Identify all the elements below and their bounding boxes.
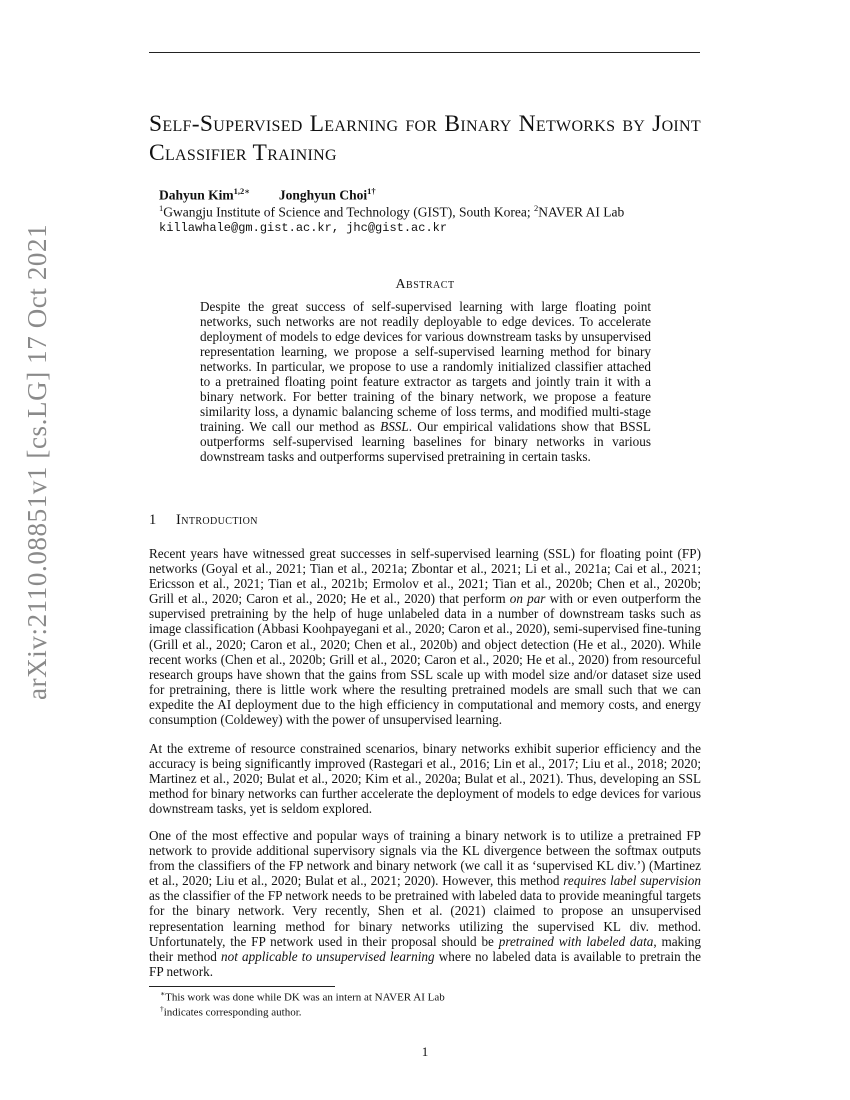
paragraph-text: , making their method — [149, 933, 701, 964]
method-name: BSSL — [380, 419, 409, 434]
footnote-mark: ∗ — [160, 989, 166, 998]
paper-title: Self-Supervised Learning for Binary Networks by Joint Classifier Training — [149, 111, 701, 166]
page-number: 1 — [421, 1044, 429, 1059]
author-emails[interactable]: killawhale@gm.gist.ac.kr, jhc@gist.ac.kr — [159, 221, 448, 235]
author-name: Jonghyun Choi — [278, 187, 368, 203]
emphasis: requires label supervision — [563, 873, 701, 889]
footnote-rule — [149, 986, 335, 987]
footnote-mark: † — [160, 1004, 164, 1013]
paragraph-text: with or even outperform the supervised pretraining by the help of huge unlabeled data in a number of downstream tasks such as image classification (Abbasi Koohpayegani et al., 2020; Caron et al., 2020), semi-supervised fine-tuning (Grill et al., 2020; Caron et al., 2020; Chen et al., 2020b) and object detection (He et al., 2020). While recent works (Chen et al., 2020b; Grill et al., 2020; Caron et al., 2020; He et al., 2020) from resourceful research groups have shown that the gains from SSL scale up with model size and/or dataset size used for pretraining, there is little work where the resulting pretrained models are small such that we can expedite the AI deployment due to the high efficiency in computational and memory costs, and energy consumption (Coldewey) with the power of unsupervised learning. — [149, 591, 701, 728]
intro-paragraph — [149, 546, 701, 727]
arxiv-identifier[interactable]: arXiv:2110.08851v1 [cs.LG] 17 Oct 2021 — [22, 223, 52, 700]
top-rule — [149, 52, 700, 53]
emphasis: not applicable to unsupervised learning — [221, 948, 435, 964]
abstract-text: . Our empirical validations show that BSSL outperforms self-supervised learning baselines for binary networks in various downstream tasks and outperforms supervised pretraining in certain tasks. — [200, 419, 651, 464]
section-number: 1 — [149, 512, 157, 528]
section-title: Introduction — [176, 512, 258, 528]
affiliation-mark: 2 — [533, 203, 539, 213]
paragraph-text: One of the most effective and popular ways of training a binary network is to utilize a pretrained FP network to provide additional supervisory signals via the KL divergence between the softmax outputs from the classifiers of the FP network and binary network (we call it as ‘supervised KL div.’) (Martinez et al., 2020; Liu et al., 2020; Bulat et al., 2021; 2020). However, this method — [149, 828, 701, 889]
abstract-heading: Abstract — [395, 277, 455, 292]
author-list — [159, 186, 376, 204]
paragraph-text: Recent years have witnessed great successes in self-supervised learning (SSL) for floating point (FP) networks (Goyal et al., 2021; Tian et al., 2021a; Zbontar et al., 2021; Li et al., 2021a; Cai et al., 2021; Ericsson et al., 2021; Tian et al., 2021b; Ermolov et al., 2021; Tian et al., 2020b; Chen et al., 2020b; Grill et al., 2020; Caron et al., 2020; He et al., 2020) that perform — [149, 546, 701, 607]
author-name: Dahyun Kim — [159, 187, 234, 203]
intro-paragraph — [149, 828, 701, 979]
footnote-text: This work was done while DK was an intern at NAVER AI Lab — [165, 991, 445, 1004]
section-heading — [149, 512, 258, 529]
footnote-text: indicates corresponding author. — [163, 1006, 302, 1019]
affiliation-mark: 1 — [159, 203, 164, 213]
footnote — [160, 989, 445, 1004]
affiliation-text: NAVER AI Lab — [538, 204, 625, 220]
affiliations — [159, 203, 624, 221]
affiliation-text: Gwangju Institute of Science and Technology (GIST), South Korea; — [163, 204, 534, 220]
emphasis: on par — [509, 591, 546, 607]
abstract-text: Despite the great success of self-supervised learning with large floating point networks, such networks are not readily deployable to edge devices. To accelerate deployment of models to edge devices for various downstream tasks by unsupervised representation learning, we propose a self-supervised learning method for binary networks. In particular, we propose to use a randomly initialized classifier attached to a pretrained floating point feature extractor as targets and jointly train it with a binary network. For better training of the binary network, we propose a feature similarity loss, a dynamic balancing scheme of loss terms, and modified multi-stage training. We call our method as — [200, 299, 651, 434]
paragraph-text: as the classifier of the FP network needs to be pretrained with labeled data to provide meaningful targets for the binary network. Very recently, Shen et al. (2021) claimed to propose an unsupervised representation learning method for binary networks utilizing the supervised KL div. method. Unfortunately, the FP network used in their proposal should be — [149, 888, 701, 949]
paragraph-text: where no labeled data is available to pretrain the FP network. — [149, 948, 701, 979]
author-marks: 1,2∗ — [233, 186, 251, 196]
emphasis: pretrained with labeled data — [498, 933, 654, 949]
abstract-body — [200, 299, 651, 464]
intro-paragraph: At the extreme of resource constrained scenarios, binary networks exhibit superior efficiency and the accuracy is being significantly improved (Rastegari et al., 2016; Lin et al., 2017; Liu et al., 2018; 2020; Martinez et al., 2020; Bulat et al., 2020; Kim et al., 2020a; Bulat et al., 2021). Thus, developing an SSL method for binary networks can further accelerate the deployment of models to edge devices for various downstream tasks, yet is seldom explored. — [149, 741, 701, 817]
author-marks: 1† — [367, 186, 376, 196]
footnote — [160, 1004, 302, 1019]
